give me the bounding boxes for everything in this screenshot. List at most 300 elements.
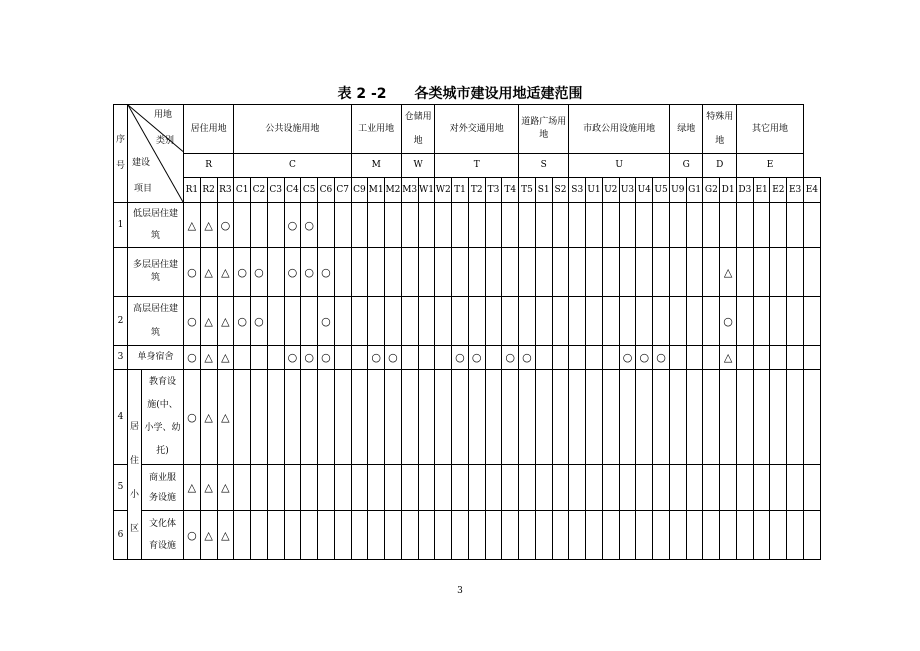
group-letter: T <box>435 154 519 178</box>
mark-cell <box>552 370 569 465</box>
mark-cell <box>619 203 636 248</box>
group-letter: D <box>703 154 737 178</box>
diag-land-label: 用地 <box>154 110 173 120</box>
mark-cell <box>485 465 502 511</box>
mark-cell <box>804 297 821 346</box>
mark-cell <box>720 465 737 511</box>
row-name-line: 育设施 <box>148 541 176 551</box>
page-number: 3 <box>457 586 463 596</box>
mark-cell <box>502 203 519 248</box>
mark-cell: ○ <box>318 346 335 370</box>
row-name <box>128 203 184 248</box>
row-name-line: 筑 <box>150 328 160 338</box>
mark-cell <box>301 465 318 511</box>
category-char: 小 <box>129 490 139 500</box>
mark-cell <box>401 511 418 560</box>
mark-cell <box>301 511 318 560</box>
mark-cell <box>234 511 251 560</box>
mark-cell <box>686 248 703 297</box>
mark-cell <box>284 465 301 511</box>
mark-cell <box>368 511 385 560</box>
mark-cell <box>669 465 686 511</box>
code-header: R1 <box>184 178 201 203</box>
mark-cell <box>401 297 418 346</box>
code-header: D1 <box>720 178 737 203</box>
row-seq: 2 <box>114 297 128 346</box>
mark-cell: ○ <box>619 346 636 370</box>
mark-cell <box>368 297 385 346</box>
mark-cell <box>251 511 268 560</box>
category-char: 区 <box>129 524 139 534</box>
mark-cell <box>736 370 753 465</box>
mark-cell: ○ <box>184 511 201 560</box>
row-name <box>128 346 184 370</box>
mark-cell <box>519 465 536 511</box>
mark-cell <box>703 248 720 297</box>
mark-cell <box>452 370 469 465</box>
mark-cell <box>535 370 552 465</box>
row-seq: 3 <box>114 346 128 370</box>
mark-cell <box>468 370 485 465</box>
mark-cell: ○ <box>720 297 737 346</box>
mark-cell <box>452 297 469 346</box>
mark-cell: ○ <box>519 346 536 370</box>
mark-cell <box>234 203 251 248</box>
mark-cell <box>502 465 519 511</box>
code-header: S2 <box>552 178 569 203</box>
mark-cell <box>753 511 770 560</box>
mark-cell <box>435 465 452 511</box>
mark-cell <box>736 511 753 560</box>
mark-cell <box>334 346 351 370</box>
mark-cell <box>368 203 385 248</box>
mark-cell <box>267 297 284 346</box>
code-header: W2 <box>435 178 452 203</box>
code-header: U4 <box>636 178 653 203</box>
mark-cell <box>586 511 603 560</box>
mark-cell <box>552 465 569 511</box>
mark-cell <box>535 248 552 297</box>
mark-cell <box>569 203 586 248</box>
mark-cell <box>418 511 435 560</box>
mark-cell <box>267 465 284 511</box>
mark-cell <box>669 248 686 297</box>
mark-cell <box>586 248 603 297</box>
mark-cell <box>804 203 821 248</box>
mark-cell <box>669 346 686 370</box>
mark-cell: ○ <box>184 248 201 297</box>
mark-cell <box>535 465 552 511</box>
mark-cell: △ <box>217 370 234 465</box>
mark-cell <box>351 511 368 560</box>
mark-cell: △ <box>184 465 201 511</box>
mark-cell <box>636 297 653 346</box>
category-char: 住 <box>129 456 139 466</box>
mark-cell <box>569 248 586 297</box>
mark-cell <box>686 297 703 346</box>
mark-cell <box>787 297 804 346</box>
row-seq <box>114 248 128 297</box>
mark-cell <box>301 370 318 465</box>
mark-cell <box>502 297 519 346</box>
mark-cell <box>602 465 619 511</box>
mark-cell <box>301 297 318 346</box>
mark-cell <box>669 511 686 560</box>
mark-cell: ○ <box>653 346 670 370</box>
group-letter: G <box>669 154 703 178</box>
mark-cell <box>452 465 469 511</box>
mark-cell <box>720 511 737 560</box>
mark-cell <box>284 297 301 346</box>
mark-cell <box>753 346 770 370</box>
group-letter: C <box>234 154 351 178</box>
mark-cell <box>703 465 720 511</box>
group-letter: E <box>736 154 803 178</box>
mark-cell <box>619 370 636 465</box>
mark-cell <box>385 465 402 511</box>
mark-cell <box>234 370 251 465</box>
mark-cell <box>787 248 804 297</box>
mark-cell: ○ <box>184 346 201 370</box>
group-letter: W <box>401 154 435 178</box>
mark-cell <box>686 203 703 248</box>
mark-cell <box>686 370 703 465</box>
row-name-line: 单身宿舍 <box>137 352 174 362</box>
mark-cell <box>686 346 703 370</box>
mark-cell <box>334 465 351 511</box>
mark-cell <box>418 203 435 248</box>
mark-cell <box>586 346 603 370</box>
mark-cell <box>804 248 821 297</box>
mark-cell <box>234 465 251 511</box>
mark-cell: △ <box>200 203 217 248</box>
mark-cell <box>787 203 804 248</box>
code-header: D3 <box>736 178 753 203</box>
mark-cell <box>468 297 485 346</box>
group-header: 道路广场用地 <box>519 105 569 154</box>
mark-cell <box>267 346 284 370</box>
mark-cell <box>770 248 787 297</box>
mark-cell <box>602 511 619 560</box>
mark-cell <box>251 370 268 465</box>
code-header: U9 <box>669 178 686 203</box>
mark-cell <box>686 511 703 560</box>
mark-cell <box>485 248 502 297</box>
code-header: T5 <box>519 178 536 203</box>
mark-cell: △ <box>217 465 234 511</box>
code-header: E3 <box>787 178 804 203</box>
mark-cell <box>535 203 552 248</box>
mark-cell: ○ <box>452 346 469 370</box>
mark-cell <box>569 370 586 465</box>
mark-cell <box>485 511 502 560</box>
residential-district-category <box>128 370 142 560</box>
mark-cell <box>602 203 619 248</box>
code-header: E2 <box>770 178 787 203</box>
mark-cell <box>703 346 720 370</box>
code-header: C6 <box>318 178 335 203</box>
mark-cell: ○ <box>301 203 318 248</box>
mark-cell <box>267 370 284 465</box>
row-name <box>128 297 184 346</box>
mark-cell <box>351 297 368 346</box>
mark-cell <box>468 511 485 560</box>
mark-cell: ○ <box>318 297 335 346</box>
seq-header <box>114 105 128 203</box>
mark-cell: ○ <box>368 346 385 370</box>
row-name-line: 商业服 <box>148 472 176 483</box>
mark-cell: ○ <box>502 346 519 370</box>
land-use-table <box>113 104 821 560</box>
row-name-line: 筑 <box>150 231 160 241</box>
code-header: U5 <box>653 178 670 203</box>
mark-cell <box>636 465 653 511</box>
mark-cell <box>401 248 418 297</box>
row-name <box>142 511 184 560</box>
group-letter: U <box>569 154 670 178</box>
mark-cell <box>385 248 402 297</box>
group-letter: S <box>519 154 569 178</box>
mark-cell <box>452 511 469 560</box>
mark-cell <box>804 465 821 511</box>
mark-cell <box>787 346 804 370</box>
mark-cell: △ <box>217 346 234 370</box>
mark-cell <box>502 370 519 465</box>
group-letter: M <box>351 154 401 178</box>
mark-cell <box>770 297 787 346</box>
row-seq: 1 <box>114 203 128 248</box>
mark-cell <box>535 346 552 370</box>
mark-cell <box>586 203 603 248</box>
row-name-line: 托) <box>156 446 169 456</box>
mark-cell <box>468 248 485 297</box>
mark-cell <box>502 248 519 297</box>
code-header: T4 <box>502 178 519 203</box>
row-name-line: 高层居住建 <box>132 304 178 314</box>
mark-cell <box>804 346 821 370</box>
mark-cell <box>736 248 753 297</box>
mark-cell <box>418 465 435 511</box>
code-header: S1 <box>535 178 552 203</box>
mark-cell <box>636 248 653 297</box>
mark-cell <box>485 346 502 370</box>
mark-cell <box>535 297 552 346</box>
row-name-line: 多层居住建 <box>132 260 178 270</box>
mark-cell: ○ <box>234 248 251 297</box>
code-header: U3 <box>619 178 636 203</box>
mark-cell <box>586 370 603 465</box>
mark-cell <box>636 511 653 560</box>
row-name <box>142 465 184 511</box>
code-header: M3 <box>401 178 418 203</box>
mark-cell <box>519 370 536 465</box>
code-header: G2 <box>703 178 720 203</box>
mark-cell <box>435 248 452 297</box>
mark-cell <box>519 297 536 346</box>
mark-cell <box>653 297 670 346</box>
mark-cell <box>318 511 335 560</box>
mark-cell <box>753 370 770 465</box>
mark-cell: ○ <box>251 248 268 297</box>
code-header: T2 <box>468 178 485 203</box>
code-header: E4 <box>804 178 821 203</box>
group-header: 居住用地 <box>184 105 234 154</box>
mark-cell: △ <box>217 248 234 297</box>
mark-cell: ○ <box>184 297 201 346</box>
mark-cell <box>552 297 569 346</box>
mark-cell <box>267 203 284 248</box>
mark-cell <box>318 370 335 465</box>
mark-cell: △ <box>200 346 217 370</box>
mark-cell: ○ <box>184 370 201 465</box>
mark-cell <box>485 297 502 346</box>
mark-cell <box>401 346 418 370</box>
mark-cell <box>653 465 670 511</box>
mark-cell <box>753 465 770 511</box>
mark-cell <box>267 511 284 560</box>
group-header: 绿地 <box>669 105 703 154</box>
mark-cell <box>318 465 335 511</box>
mark-cell: ○ <box>301 346 318 370</box>
code-header: E1 <box>753 178 770 203</box>
mark-cell <box>753 297 770 346</box>
diag-category-label: 类别 <box>156 136 175 146</box>
mark-cell: ○ <box>284 203 301 248</box>
mark-cell: △ <box>200 297 217 346</box>
mark-cell <box>753 248 770 297</box>
mark-cell <box>401 465 418 511</box>
mark-cell <box>602 297 619 346</box>
mark-cell <box>770 346 787 370</box>
code-header: U1 <box>586 178 603 203</box>
group-header: 其它用地 <box>736 105 803 154</box>
code-header: T3 <box>485 178 502 203</box>
mark-cell <box>753 203 770 248</box>
mark-cell <box>619 248 636 297</box>
code-header: U2 <box>602 178 619 203</box>
mark-cell: ○ <box>468 346 485 370</box>
mark-cell <box>334 248 351 297</box>
mark-cell <box>720 370 737 465</box>
table-number: 表 2 -2 <box>337 86 387 102</box>
mark-cell <box>804 370 821 465</box>
mark-cell <box>351 248 368 297</box>
mark-cell <box>720 203 737 248</box>
mark-cell: ○ <box>385 346 402 370</box>
mark-cell: ○ <box>234 297 251 346</box>
group-header: 工业用地 <box>351 105 401 154</box>
mark-cell: ○ <box>217 203 234 248</box>
code-header: C7 <box>334 178 351 203</box>
mark-cell <box>653 511 670 560</box>
mark-cell <box>519 511 536 560</box>
mark-cell <box>569 346 586 370</box>
mark-cell: △ <box>200 511 217 560</box>
mark-cell <box>418 346 435 370</box>
mark-cell <box>435 297 452 346</box>
row-name-line: 教育设 <box>148 377 176 387</box>
row-name <box>128 248 184 297</box>
group-header: 仓储用地 <box>401 105 435 154</box>
mark-cell <box>804 511 821 560</box>
mark-cell <box>703 511 720 560</box>
mark-cell <box>569 465 586 511</box>
group-header: 公共设施用地 <box>234 105 351 154</box>
mark-cell <box>284 370 301 465</box>
mark-cell <box>351 370 368 465</box>
code-header: C9 <box>351 178 368 203</box>
mark-cell <box>435 511 452 560</box>
mark-cell: ○ <box>251 297 268 346</box>
group-header: 市政公用设施用地 <box>569 105 670 154</box>
code-header: C1 <box>234 178 251 203</box>
mark-cell <box>418 248 435 297</box>
mark-cell <box>435 370 452 465</box>
mark-cell <box>385 203 402 248</box>
mark-cell <box>552 511 569 560</box>
code-header: M1 <box>368 178 385 203</box>
seq-header-label-1: 序 <box>115 135 125 145</box>
mark-cell: △ <box>200 465 217 511</box>
code-header: C5 <box>301 178 318 203</box>
row-name <box>142 370 184 465</box>
category-char: 居 <box>129 422 139 432</box>
mark-cell <box>619 465 636 511</box>
mark-cell: ○ <box>301 248 318 297</box>
mark-cell <box>552 203 569 248</box>
mark-cell: ○ <box>284 346 301 370</box>
mark-cell: ○ <box>318 248 335 297</box>
mark-cell <box>251 346 268 370</box>
mark-cell <box>519 203 536 248</box>
mark-cell <box>552 346 569 370</box>
mark-cell <box>351 465 368 511</box>
code-header: G1 <box>686 178 703 203</box>
mark-cell: △ <box>200 248 217 297</box>
mark-cell <box>502 511 519 560</box>
mark-cell: △ <box>720 346 737 370</box>
mark-cell <box>385 297 402 346</box>
mark-cell <box>468 465 485 511</box>
mark-cell <box>686 465 703 511</box>
mark-cell <box>368 370 385 465</box>
mark-cell <box>251 465 268 511</box>
mark-cell <box>452 203 469 248</box>
mark-cell <box>267 248 284 297</box>
mark-cell <box>669 297 686 346</box>
mark-cell <box>653 248 670 297</box>
mark-cell <box>401 370 418 465</box>
code-header: R3 <box>217 178 234 203</box>
mark-cell <box>435 203 452 248</box>
row-name-line: 文化体 <box>148 519 176 529</box>
mark-cell <box>586 297 603 346</box>
mark-cell <box>251 203 268 248</box>
mark-cell <box>485 370 502 465</box>
mark-cell <box>703 370 720 465</box>
code-header: C2 <box>251 178 268 203</box>
diag-project-label: 项目 <box>134 184 153 194</box>
mark-cell <box>787 465 804 511</box>
row-name-line: 筑 <box>150 273 160 283</box>
row-name-line: 施(中、 <box>147 400 178 410</box>
mark-cell <box>435 346 452 370</box>
mark-cell <box>334 297 351 346</box>
mark-cell <box>552 248 569 297</box>
mark-cell: △ <box>720 248 737 297</box>
row-name-line: 务设施 <box>148 492 176 503</box>
mark-cell <box>368 465 385 511</box>
